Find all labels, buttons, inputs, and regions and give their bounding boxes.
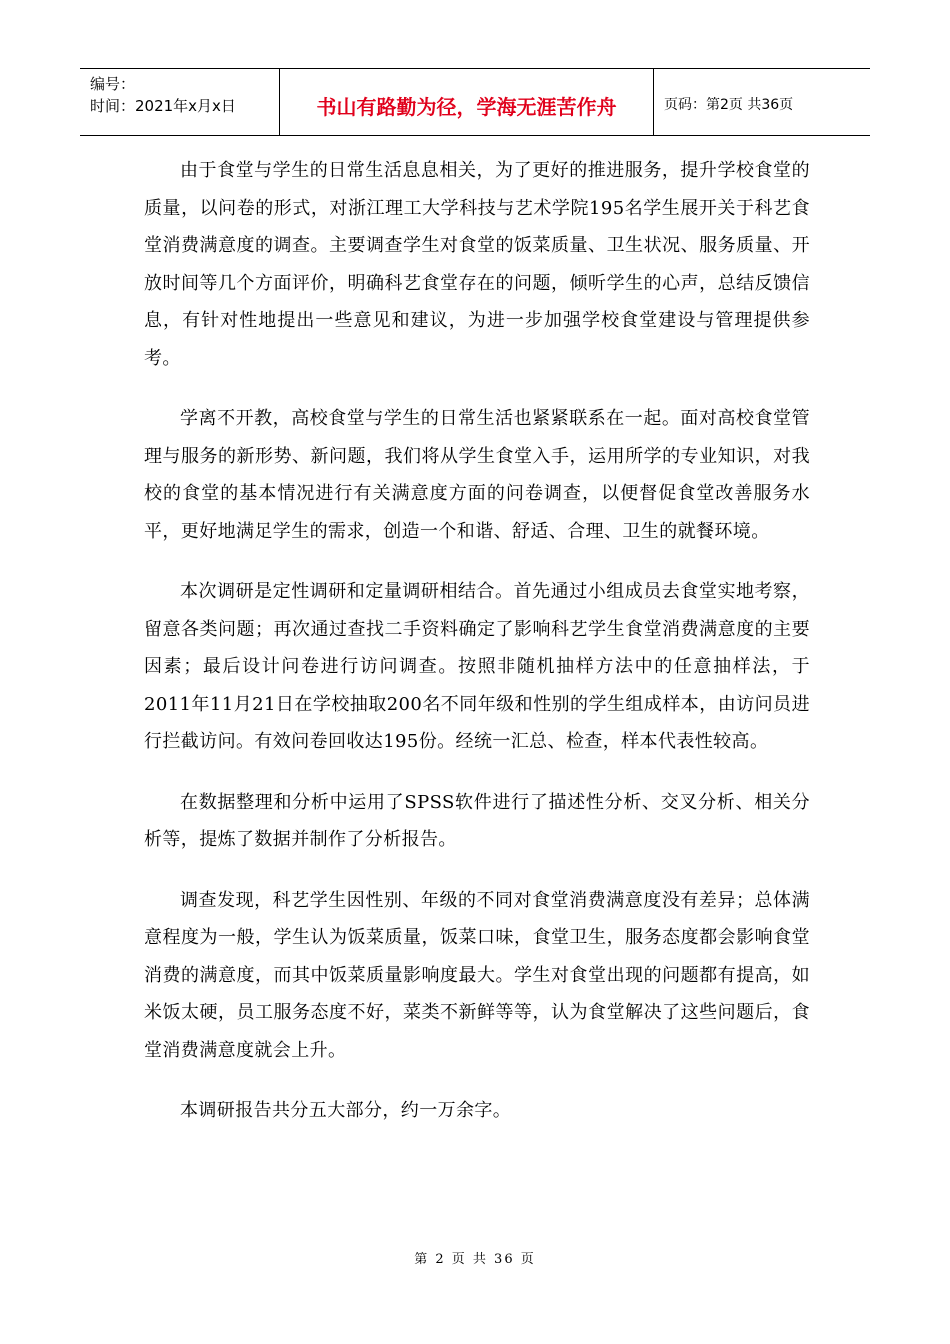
header-page-number: 页码：第2页 共36页 (664, 97, 794, 113)
header-meta (80, 69, 280, 135)
page-footer: 第 2 页 共 36 页 (414, 1252, 536, 1267)
paragraph-1: 由于食堂与学生的日常生活息息相关，为了更好的推进服务，提升学校食堂的质量，以问卷的形式，对浙江理工大学科技与艺术学院195名学生展开关于科艺食堂消费满意度的调查。主要调查学生对食堂的饭菜质量、卫生状况、服务质量、开放时间等几个方面评价，明确科艺食堂存在的问题，倾听学生的心声，总结反馈信息，有针对性地提出一些意见和建议，为进一步加强学校食堂建设与管理提供参考。 (144, 160, 810, 369)
document-number-label: 编号： (90, 75, 136, 93)
paragraph-5: 调查发现，科艺学生因性别、年级的不同对食堂消费满意度没有差异；总体满意程度为一般，学生认为饭菜质量，饭菜口味，食堂卫生，服务态度都会影响食堂消费的满意度，而其中饭菜质量影响度最大。学生对食堂出现的问题都有提高，如米饭太硬，员工服务态度不好，菜类不新鲜等等，认为食堂解决了这些问题后，食堂消费满意度就会上升。 (144, 889, 810, 1061)
paragraph-2: 学离不开教，高校食堂与学生的日常生活也紧紧联系在一起。面对高校食堂管理与服务的新形势、新问题，我们将从学生食堂入手，运用所学的专业知识，对我校的食堂的基本情况进行有关满意度方面的问卷调查，以便督促食堂改善服务水平，更好地满足学生的需求，创造一个和谐、舒适、合理、卫生的就餐环境。 (144, 408, 810, 542)
header-motto: 书山有路勤为径，学海无涯苦作舟 (280, 69, 654, 135)
document-body (144, 152, 810, 1153)
page-header (80, 68, 870, 136)
document-time-label: 时间：2021年x月x日 (90, 97, 236, 115)
paragraph-6: 本调研报告共分五大部分，约一万余字。 (180, 1100, 512, 1121)
paragraph-3: 本次调研是定性调研和定量调研相结合。首先通过小组成员去食堂实地考察，留意各类问题；再次通过查找二手资料确定了影响科艺学生食堂消费满意度的主要因素；最后设计问卷进行访问调查。按照非随机抽样方法中的任意抽样法，于2011年11月21日在学校抽取200名不同年级和性别的学生组成样本，由访问员进行拦截访问。有效问卷回收达195份。经统一汇总、检查，样本代表性较高。 (144, 581, 810, 752)
paragraph-4: 在数据整理和分析中运用了SPSS软件进行了描述性分析、交叉分析、相关分析等，提炼了数据并制作了分析报告。 (144, 791, 810, 850)
